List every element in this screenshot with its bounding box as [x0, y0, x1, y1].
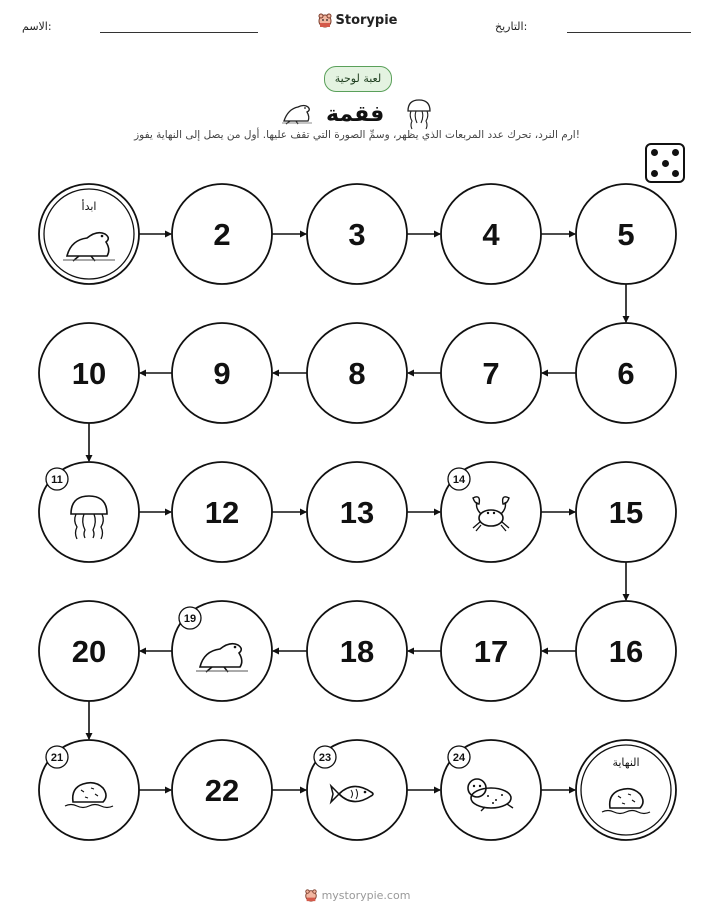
- title-text: فقمة: [325, 102, 385, 127]
- board-cell-3: [307, 184, 407, 284]
- board-cell-5: [576, 184, 676, 284]
- cell-number: 23: [318, 752, 332, 764]
- board-cell-20: [39, 601, 139, 701]
- board-cell-25: [576, 740, 676, 840]
- footer-logo-icon: [304, 888, 318, 902]
- start-label: ابدأ: [81, 200, 97, 213]
- cell-circle: [576, 740, 676, 840]
- board-cell-22: [172, 740, 272, 840]
- cell-number: 14: [452, 474, 466, 486]
- end-label: النهاية: [612, 756, 640, 769]
- board-cell-12: [172, 462, 272, 562]
- brand-name: Storypie: [335, 13, 398, 28]
- board-cell-23: [307, 740, 407, 840]
- cell-number: 12: [204, 495, 240, 530]
- instructions: ارم النرد، تحرك عدد المربعات الذي يظهر، وسمِّ الصورة التي تقف عليها. أول من يصل إلى النهاية يفوز!: [134, 129, 580, 141]
- name-label: الاسم:: [22, 20, 52, 33]
- cell-circle: [39, 184, 139, 284]
- board-cell-13: [307, 462, 407, 562]
- cell-number: 24: [452, 752, 466, 764]
- cell-number: 22: [204, 773, 240, 808]
- cell-number: 10: [71, 356, 107, 391]
- cell-number: 6: [617, 356, 635, 391]
- board-cell-2: [172, 184, 272, 284]
- cell-number: 2: [213, 217, 231, 252]
- board-cell-6: [576, 323, 676, 423]
- board-cell-8: [307, 323, 407, 423]
- cell-number: 17: [473, 634, 509, 669]
- board-cell-1: [39, 184, 139, 284]
- cell-number: 3: [348, 217, 366, 252]
- cell-number: 4: [482, 217, 500, 252]
- cell-number: 20: [71, 634, 107, 669]
- board-cell-9: [172, 323, 272, 423]
- board-cell-18: [307, 601, 407, 701]
- cell-number: 16: [608, 634, 644, 669]
- board-cell-11: [39, 462, 139, 562]
- board-cell-10: [39, 323, 139, 423]
- board-cell-21: [39, 740, 139, 840]
- footer: [0, 888, 714, 902]
- cell-number: 18: [339, 634, 375, 669]
- board-cell-14: [441, 462, 541, 562]
- cell-number: 15: [608, 495, 644, 530]
- board-cell-16: [576, 601, 676, 701]
- cell-number: 19: [183, 613, 197, 625]
- footer-site: mystorypie.com: [321, 889, 411, 902]
- cell-number: 21: [50, 752, 64, 764]
- cell-number: 8: [348, 356, 366, 391]
- cell-number: 11: [51, 474, 63, 486]
- board-cell-17: [441, 601, 541, 701]
- board-cell-24: [441, 740, 541, 840]
- cell-number: 5: [617, 217, 635, 252]
- cell-number: 13: [339, 495, 375, 530]
- date-label: التاريخ:: [495, 20, 528, 33]
- board-cell-7: [441, 323, 541, 423]
- board-cell-19: [172, 601, 272, 701]
- board-cells: [39, 184, 676, 840]
- cell-number: 7: [482, 356, 500, 391]
- cell-number: 9: [213, 356, 231, 391]
- game-tag: لعبة لوحية: [324, 66, 392, 92]
- board-cell-15: [576, 462, 676, 562]
- board-cell-4: [441, 184, 541, 284]
